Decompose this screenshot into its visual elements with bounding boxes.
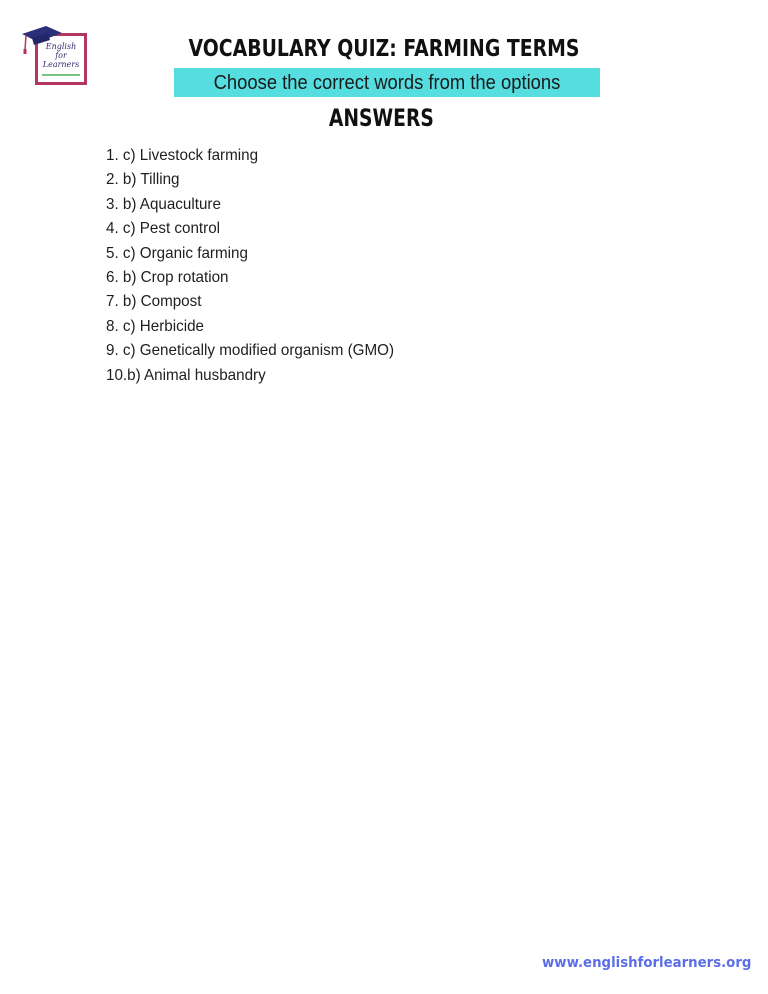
answer-item: 5. c) Organic farming	[106, 244, 248, 262]
answers-heading: ANSWERS	[328, 104, 434, 132]
answer-item: 2. b) Tilling	[106, 171, 180, 189]
instruction-text: Choose the correct words from the options	[213, 72, 561, 94]
answer-item: 9. c) Genetically modified organism (GMO)	[106, 342, 395, 360]
website-link[interactable]: www.englishforlearners.org	[542, 955, 752, 971]
logo-tagline-bar	[42, 74, 80, 76]
answer-list	[106, 144, 409, 388]
logo-line-3: Learners	[42, 60, 80, 69]
logo-line-2: for	[55, 51, 67, 60]
answer-item: 7. b) Compost	[106, 293, 202, 311]
answer-item: 1. c) Livestock farming	[106, 147, 259, 164]
answer-item: 3. b) Aquaculture	[106, 195, 221, 213]
answer-item: 10.b) Animal husbandry	[106, 366, 266, 384]
answer-item: 8. c) Herbicide	[106, 317, 204, 335]
graduation-cap-icon	[20, 24, 64, 58]
instruction-banner	[174, 68, 600, 97]
answer-item: 4. c) Pest control	[106, 220, 221, 238]
logo-line-1: English	[45, 42, 77, 51]
page-title: VOCABULARY QUIZ: FARMING TERMS	[188, 36, 580, 62]
answer-item: 6. b) Crop rotation	[106, 269, 229, 287]
